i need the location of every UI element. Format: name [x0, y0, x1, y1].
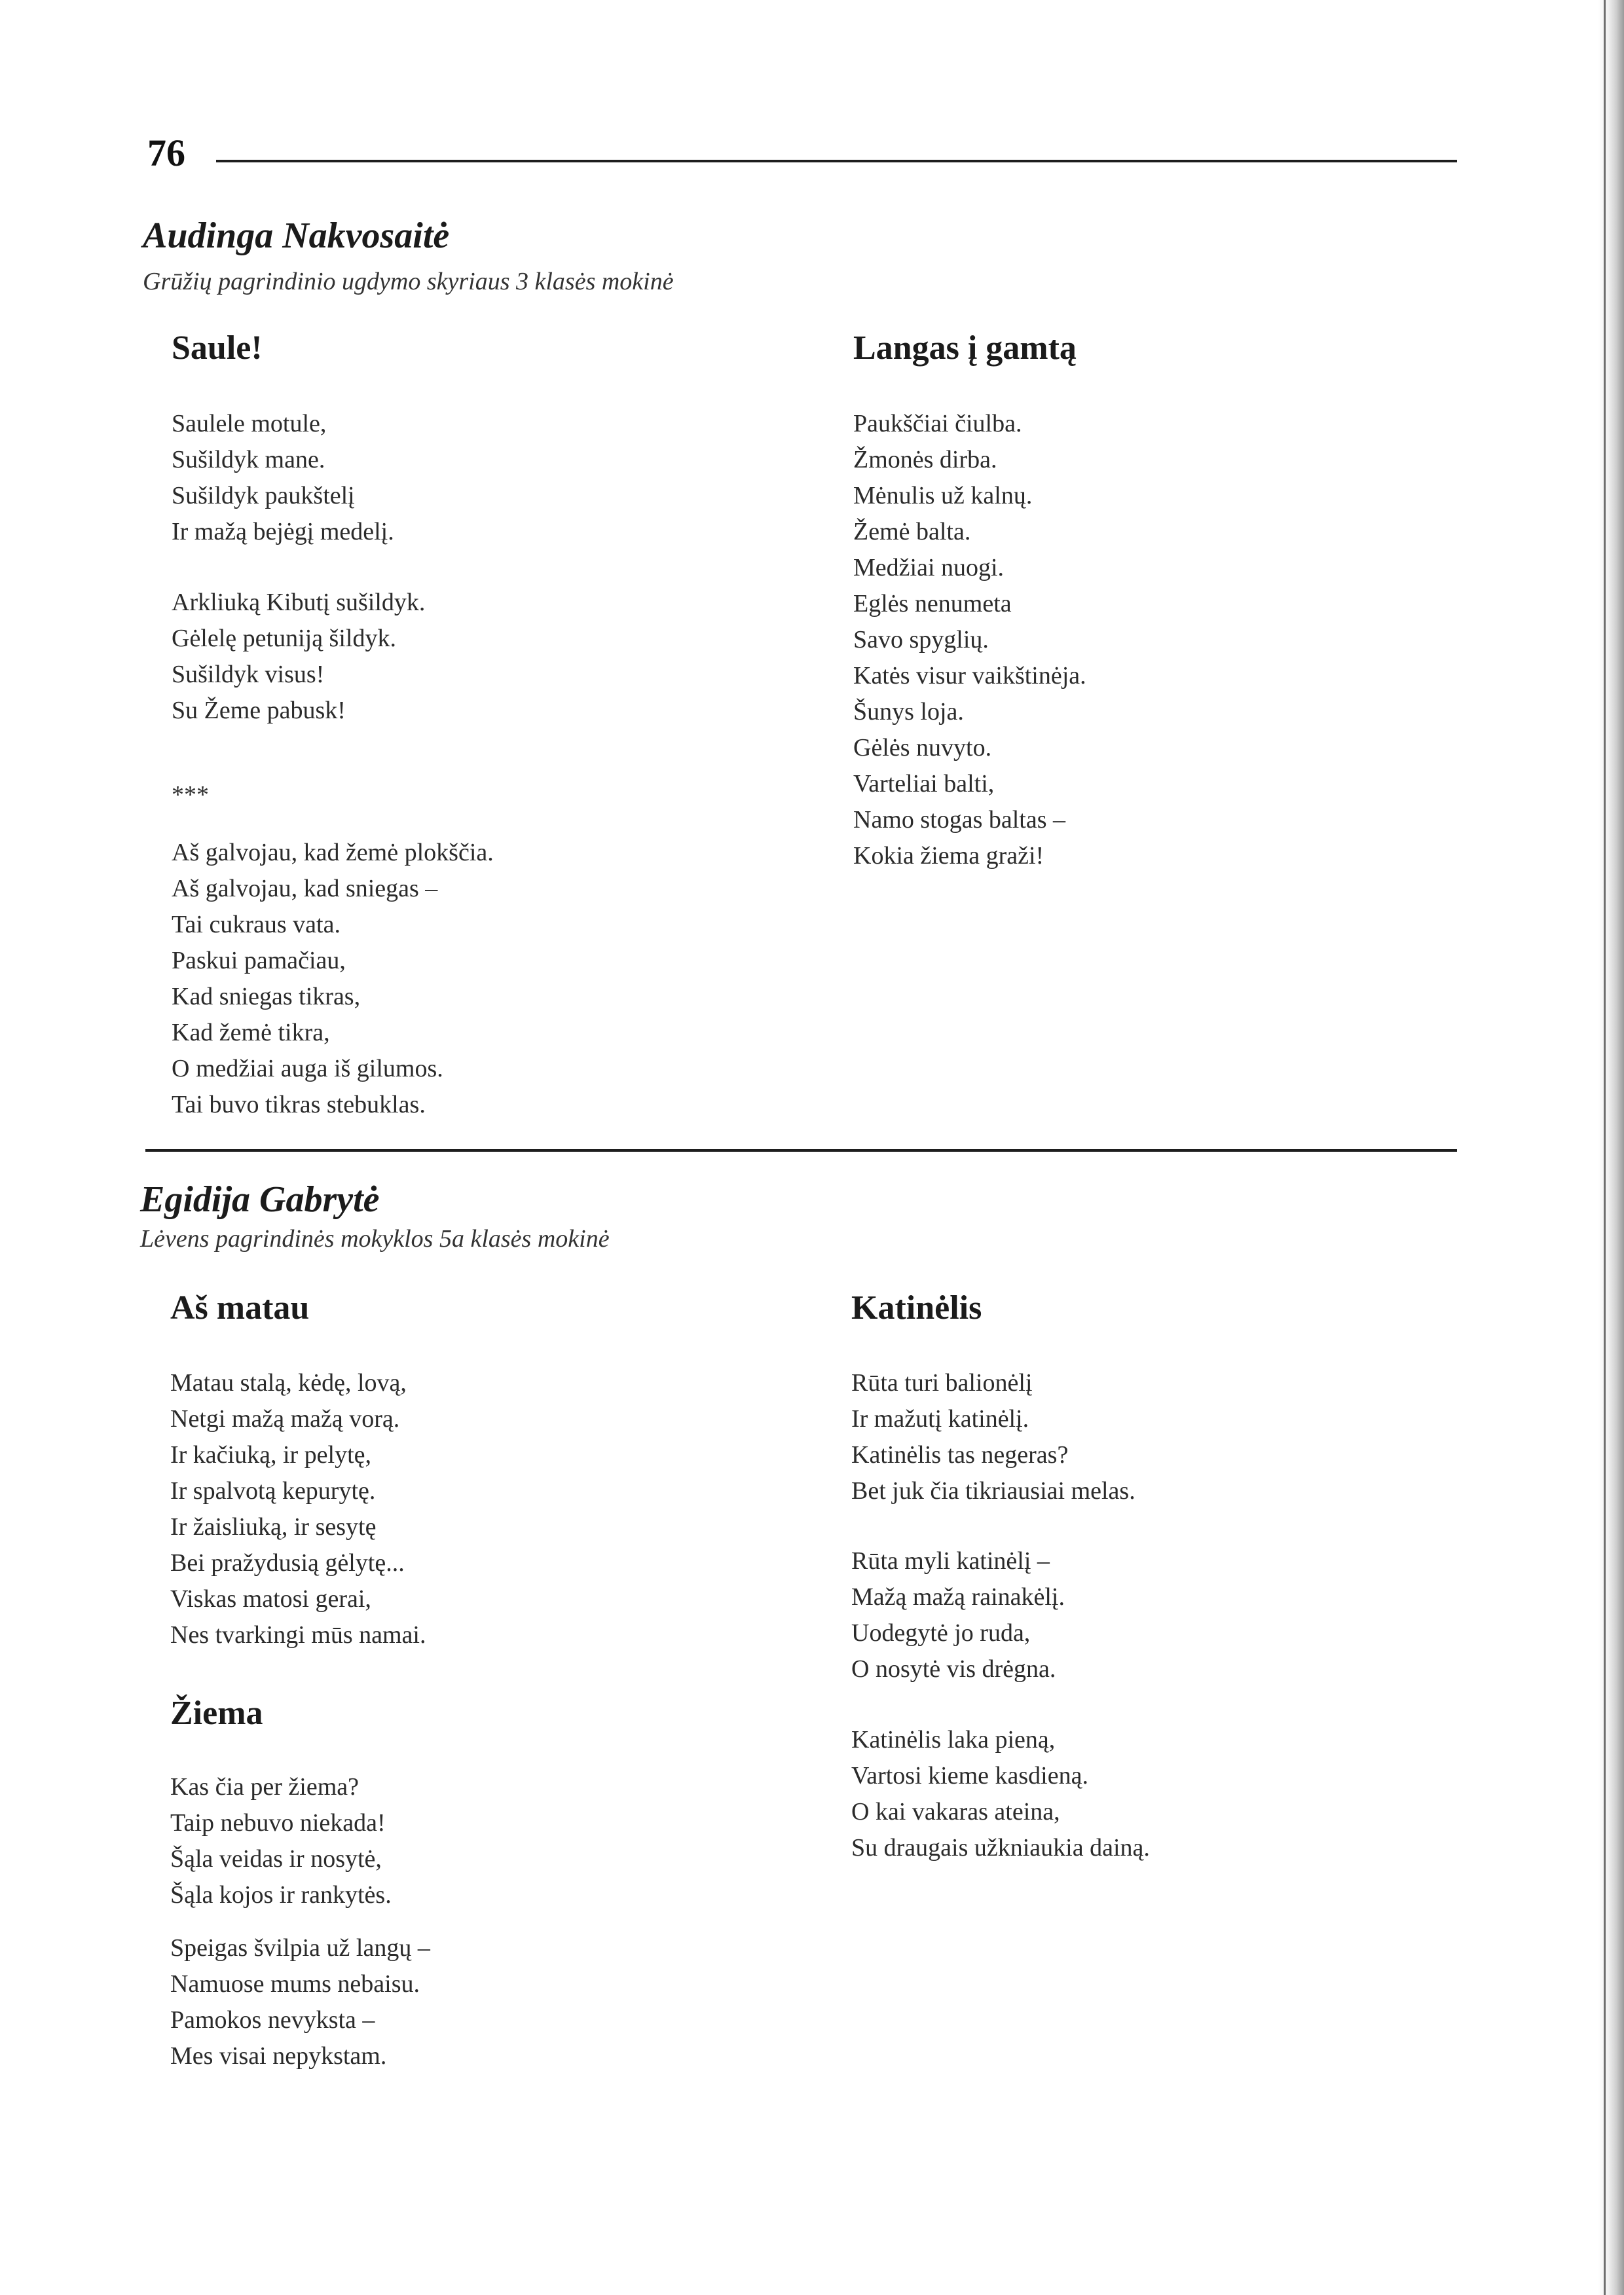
poem-katinelis-stanza-3 — [851, 1722, 1150, 1866]
poem-line: Kas čia per žiema? — [170, 1773, 359, 1801]
poem-line: Namo stogas baltas – — [853, 806, 1066, 834]
poem-line: Žmonės dirba. — [853, 446, 997, 473]
poem-line: Šunys loja. — [853, 698, 964, 725]
poem-line: O medžiai auga iš gilumos. — [172, 1055, 443, 1082]
poem-line: Uodegytė jo ruda, — [851, 1619, 1031, 1647]
poem-line: Ir kačiuką, ir pelytę, — [170, 1441, 372, 1469]
poem-title-saule: Saule! — [172, 329, 263, 367]
poem-untitled — [172, 835, 494, 1123]
poem-line: Ir mažutį katinėlį. — [851, 1405, 1029, 1433]
poem-line: Pamokos nevyksta – — [170, 2006, 375, 2034]
poem-line: Su draugais užkniaukia dainą. — [851, 1834, 1150, 1862]
scan-page-edge — [1598, 0, 1624, 2295]
poem-line: Viskas matosi gerai, — [170, 1585, 371, 1613]
poem-line: Rūta myli katinėlį – — [851, 1547, 1050, 1575]
poem-line: Matau stalą, kėdę, lovą, — [170, 1369, 407, 1397]
poem-langas-i-gamta — [853, 406, 1086, 874]
poem-line: Rūta turi balionėlį — [851, 1369, 1033, 1397]
poem-line: Taip nebuvo niekada! — [170, 1809, 386, 1837]
author-description-1: Grūžių pagrindinio ugdymo skyriaus 3 klasės mokinė — [143, 268, 674, 295]
poem-line: Aš galvojau, kad žemė plokščia. — [172, 839, 494, 866]
poem-line: Ir spalvotą kepurytę. — [170, 1477, 376, 1505]
poem-line: Šąla kojos ir rankytės. — [170, 1881, 392, 1909]
poem-title-ziema: Žiema — [170, 1695, 263, 1732]
poem-title-katinelis: Katinėlis — [851, 1289, 982, 1327]
poem-line: Varteliai balti, — [853, 770, 995, 798]
poem-line: Ir mažą bejėgį medelį. — [172, 518, 394, 545]
poem-line: Eglės nenumeta — [853, 590, 1012, 617]
poem-as-matau — [170, 1365, 426, 1653]
poem-line: Mažą mažą rainakėlį. — [851, 1583, 1065, 1611]
section-divider — [145, 1149, 1457, 1152]
poem-line: Paskui pamačiau, — [172, 947, 346, 974]
poem-line: Saulele motule, — [172, 410, 327, 437]
poem-line: O nosytė vis drėgna. — [851, 1655, 1056, 1683]
poem-line: Katės visur vaikštinėja. — [853, 662, 1086, 689]
poem-line: Šąla veidas ir nosytė, — [170, 1845, 382, 1873]
poem-line: Medžiai nuogi. — [853, 554, 1005, 581]
poem-line: Savo spyglių. — [853, 626, 989, 653]
poem-line: Kad žemė tikra, — [172, 1019, 330, 1046]
scan-binding-line — [1604, 0, 1606, 2295]
poem-katinelis-stanza-1 — [851, 1365, 1135, 1509]
poem-title-as-matau: Aš matau — [170, 1289, 310, 1327]
poem-saule-stanza-1 — [172, 406, 394, 550]
poem-ziema-stanza-1 — [170, 1769, 392, 1913]
poem-line: Katinėlis tas negeras? — [851, 1441, 1069, 1469]
poem-saule-stanza-2 — [172, 585, 425, 729]
poem-katinelis-stanza-2 — [851, 1543, 1065, 1687]
poem-line: Gėlės nuvyto. — [853, 734, 992, 762]
poem-line: Kad sniegas tikras, — [172, 983, 361, 1010]
author-name-1: Audinga Nakvosaitė — [143, 215, 450, 256]
poem-line: Speigas švilpia už langų – — [170, 1934, 430, 1962]
poem-ziema-stanza-2 — [170, 1930, 430, 2074]
poem-line: Bei pražydusią gėlytę... — [170, 1549, 405, 1577]
poem-line: Namuose mums nebaisu. — [170, 1970, 420, 1998]
poem-line: Netgi mažą mažą vorą. — [170, 1405, 400, 1433]
poem-line: Mėnulis už kalnų. — [853, 482, 1033, 509]
poem-line: Tai buvo tikras stebuklas. — [172, 1091, 426, 1118]
poem-line: Aš galvojau, kad sniegas – — [172, 875, 438, 902]
poem-line: Mes visai nepykstam. — [170, 2042, 387, 2070]
poem-line: Sušildyk visus! — [172, 661, 325, 688]
poem-line: Bet juk čia tikriausiai melas. — [851, 1477, 1135, 1505]
author-description-2: Lėvens pagrindinės mokyklos 5a klasės mokinė — [140, 1225, 610, 1253]
poem-line: Tai cukraus vata. — [172, 911, 341, 938]
poem-line: Paukščiai čiulba. — [853, 410, 1022, 437]
poem-line: Sušildyk paukštelį — [172, 482, 355, 509]
asterism-title: *** — [172, 781, 209, 809]
poem-line: Kokia žiema graži! — [853, 842, 1044, 870]
poem-line: Katinėlis laka pieną, — [851, 1726, 1056, 1753]
poem-line: Nes tvarkingi mūs namai. — [170, 1621, 426, 1649]
poem-line: Su Žeme pabusk! — [172, 697, 346, 724]
poem-line: Arkliuką Kibutį sušildyk. — [172, 589, 426, 616]
poem-line: Žemė balta. — [853, 518, 971, 545]
poem-line: Ir žaisliuką, ir sesytę — [170, 1513, 377, 1541]
author-name-2: Egidija Gabrytė — [140, 1179, 380, 1220]
poem-line: O kai vakaras ateina, — [851, 1798, 1060, 1826]
poem-line: Sušildyk mane. — [172, 446, 325, 473]
poem-line: Gėlelę petuniją šildyk. — [172, 625, 396, 652]
poem-line: Vartosi kieme kasdieną. — [851, 1762, 1088, 1790]
header-rule — [216, 160, 1457, 162]
page-number: 76 — [147, 132, 185, 174]
poem-title-langas-i-gamta: Langas į gamtą — [853, 329, 1077, 367]
